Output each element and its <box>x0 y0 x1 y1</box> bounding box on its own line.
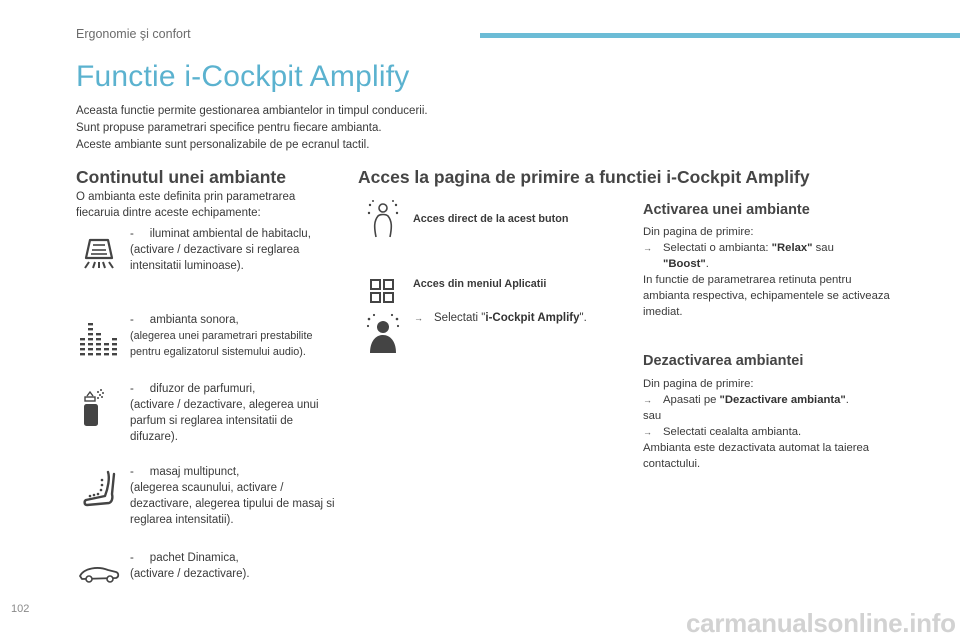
access-heading: Acces la pagina de primire a functiei i-Cockpit Amplify <box>358 167 810 187</box>
equipment-item-name: - pachet Dinamica, <box>130 552 239 564</box>
arrow-bullet-icon: → <box>643 427 652 437</box>
deactivate-text: Din pagina de primire: → Apasati pe "Dezactivare ambianta". sau → Selectati cealalta ambianta. Ambianta este dezactivata automat la taierea contactului. <box>643 378 870 470</box>
arrow-bullet-icon: → <box>643 243 652 253</box>
equipment-item-name: - iluminat ambiental de habitaclu, <box>130 228 311 240</box>
equipment-item-name: - masaj multipunct, <box>130 466 240 478</box>
watermark: carmanualsonline.info <box>686 608 956 638</box>
ambient-lighting-icon <box>78 232 120 274</box>
equipment-item-name: - difuzor de parfumuri, <box>130 383 256 395</box>
apps-access-label: Acces din meniul Aplicatii <box>413 278 547 290</box>
intro-line: Aceasta functie permite gestionarea ambiantelor in timpul conducerii. <box>76 105 428 117</box>
intro-line: Sunt propuse parametrari specifice pentru fiecare ambianta. <box>76 122 382 134</box>
car-dynamic-icon <box>78 552 120 594</box>
applications-menu-icon <box>366 272 400 312</box>
direct-access-label: Acces direct de la acest buton <box>413 213 569 225</box>
app-name: i-Cockpit Amplify <box>485 312 580 324</box>
deactivate-heading: Dezactivarea ambiantei <box>643 353 804 369</box>
page-number: 102 <box>11 603 30 615</box>
equipment-item-name: - ambianta sonora, <box>130 314 239 326</box>
ambiance-content-heading: Continutul unei ambiante <box>76 167 286 187</box>
ambiance-content-intro: O ambianta este definita prin parametrarea fiecaruia dintre aceste echipamente: <box>76 191 296 219</box>
equipment-item-desc: (activare / dezactivare si reglarea intensitatii luminoase). <box>130 244 300 272</box>
activate-heading: Activarea unei ambiante <box>643 202 810 218</box>
page-title: Functie i-Cockpit Amplify <box>76 60 410 93</box>
perfume-diffuser-icon <box>78 386 120 428</box>
select-app-step: → Selectati "i-Cockpit Amplify". <box>414 312 587 324</box>
equipment-item <box>130 226 340 274</box>
section-label: Ergonomie şi confort <box>76 27 191 41</box>
equipment-item <box>130 550 340 582</box>
intro-line: Aceste ambiante sunt personalizabile de pe ecranul tactil. <box>76 139 370 151</box>
arrow-bullet-icon: → <box>643 395 652 405</box>
equipment-item <box>130 464 340 528</box>
equipment-item <box>130 312 340 360</box>
i-cockpit-button-icon <box>366 199 400 239</box>
equipment-item <box>130 381 340 445</box>
arrow-bullet-icon: → <box>414 313 423 323</box>
equipment-item-desc: (alegerea scaunului, activare / dezactivare, alegerea tipului de masaj si reglarea intensitatii). <box>130 482 335 526</box>
i-cockpit-amplify-app-icon <box>366 313 400 353</box>
equipment-item-desc: (activare / dezactivare, alegerea unui parfum si reglarea intensitatii de difuzare). <box>130 399 319 443</box>
seat-massage-icon <box>78 468 120 510</box>
activate-text: Din pagina de primire: → Selectati o ambianta: "Relax" sau "Boost". In functie de parametrarea retinuta pentru ambianta respectiva, echipamentele se activeaza imediat. <box>643 226 890 318</box>
intro-text <box>76 103 428 154</box>
header-accent-bar <box>480 33 960 38</box>
equipment-item-desc: (activare / dezactivare). <box>130 568 250 580</box>
equipment-item-desc: (alegerea unei parametrari prestabilite pentru egalizatorul sistemului audio). <box>130 330 313 358</box>
equalizer-icon <box>78 318 120 360</box>
